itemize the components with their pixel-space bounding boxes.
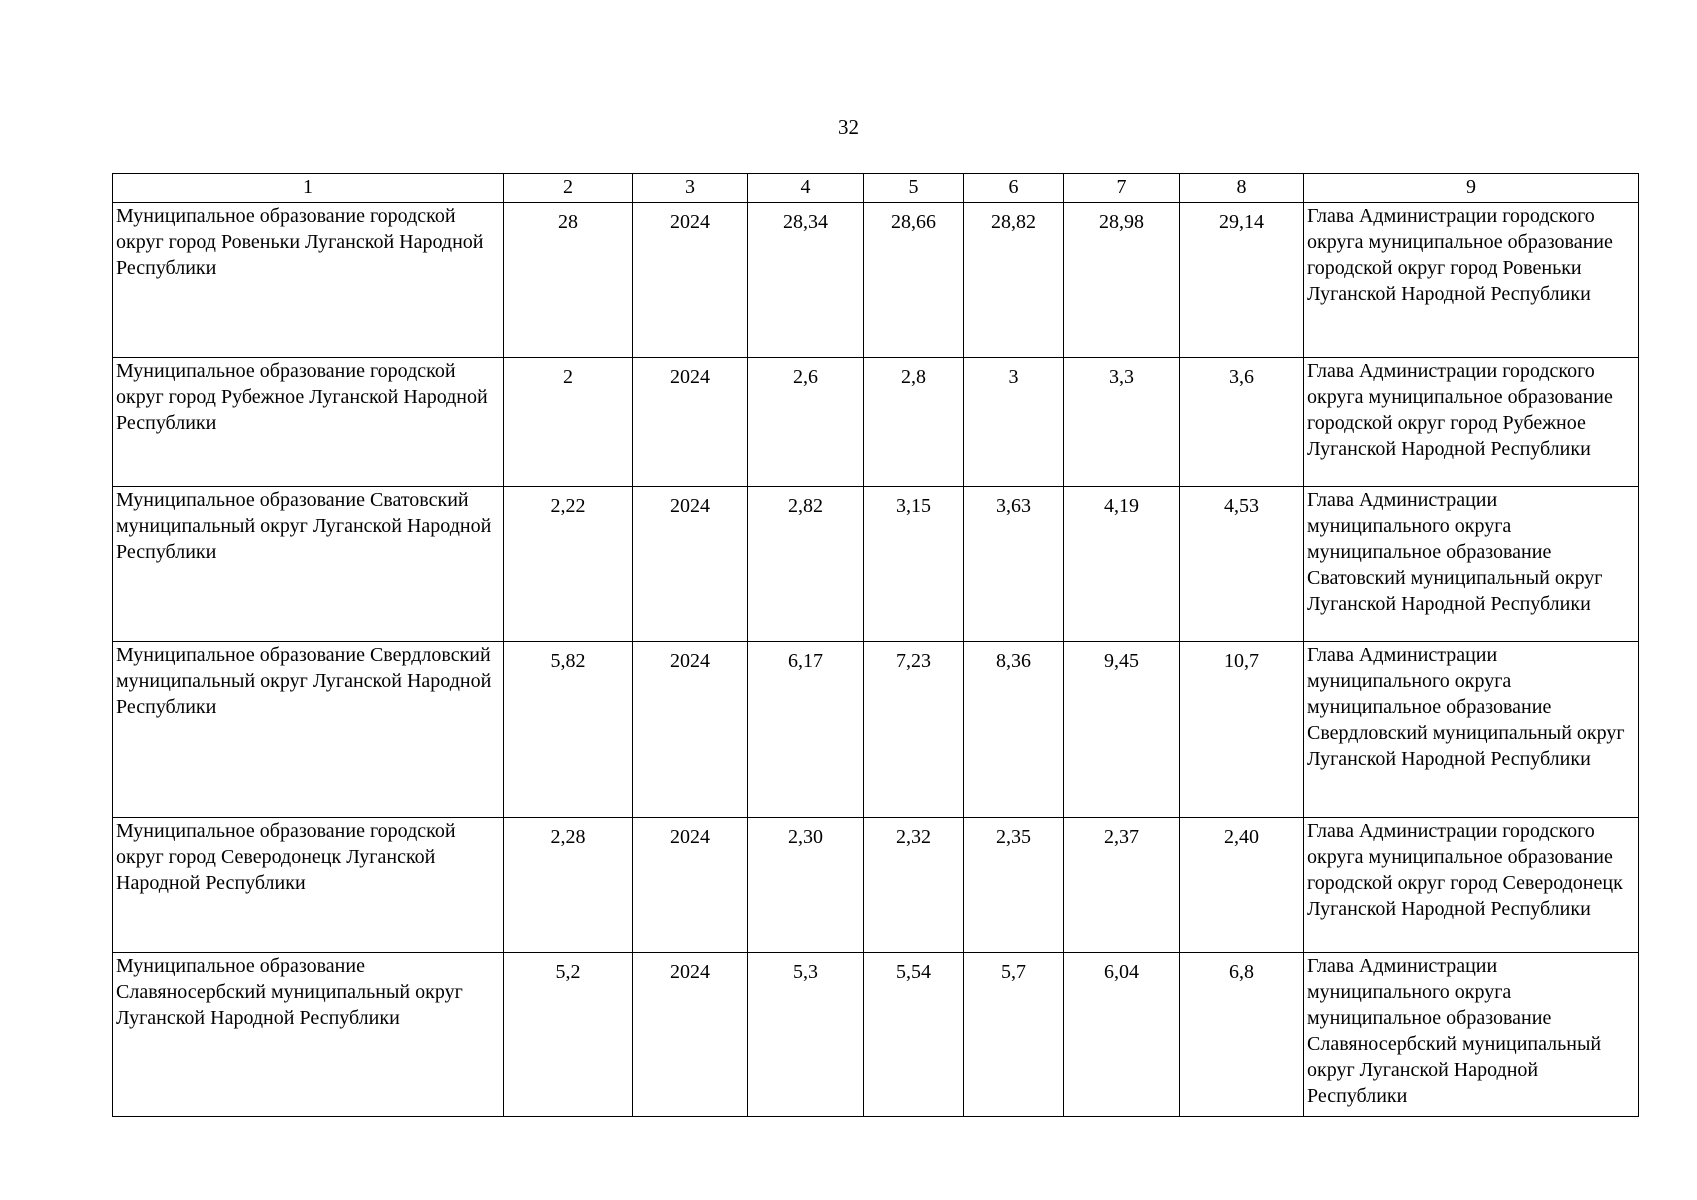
table-row — [113, 642, 1639, 818]
value-cell: 2,8 — [864, 358, 964, 487]
value-cell: 2 — [504, 358, 633, 487]
municipality-name: Муниципальное образование городской округ город Ровеньки Луганской Народной Республики — [113, 203, 504, 358]
value-cell: 2,32 — [864, 818, 964, 953]
municipality-name: Муниципальное образование Славяносербский муниципальный округ Луганской Народной Республики — [113, 953, 504, 1117]
column-header: 1 — [113, 174, 504, 203]
responsible-official: Глава Администрации муниципального округа муниципальное образование Свердловский муниципальный округ Луганской Народной Республики — [1304, 642, 1639, 818]
table-row — [113, 953, 1639, 1117]
value-cell: 6,8 — [1180, 953, 1304, 1117]
value-cell: 2,6 — [748, 358, 864, 487]
table-header-row — [113, 174, 1639, 203]
responsible-official: Глава Администрации муниципального округа муниципальное образование Сватовский муниципальный округ Луганской Народной Республики — [1304, 487, 1639, 642]
column-header: 3 — [633, 174, 748, 203]
responsible-official: Глава Администрации городского округа муниципальное образование городской округ город Северодонецк Луганской Народной Республики — [1304, 818, 1639, 953]
column-header: 9 — [1304, 174, 1639, 203]
value-cell: 10,7 — [1180, 642, 1304, 818]
value-cell: 4,53 — [1180, 487, 1304, 642]
value-cell: 3,15 — [864, 487, 964, 642]
value-cell: 2,22 — [504, 487, 633, 642]
value-cell: 3,63 — [964, 487, 1064, 642]
column-header: 2 — [504, 174, 633, 203]
value-cell: 5,7 — [964, 953, 1064, 1117]
value-cell: 6,17 — [748, 642, 864, 818]
value-cell: 28,66 — [864, 203, 964, 358]
year-cell: 2024 — [633, 487, 748, 642]
column-header: 8 — [1180, 174, 1304, 203]
value-cell: 2,35 — [964, 818, 1064, 953]
year-cell: 2024 — [633, 953, 748, 1117]
value-cell: 3 — [964, 358, 1064, 487]
value-cell: 28,98 — [1064, 203, 1180, 358]
municipality-name: Муниципальное образование Свердловский муниципальный округ Луганской Народной Республики — [113, 642, 504, 818]
column-header: 5 — [864, 174, 964, 203]
value-cell: 6,04 — [1064, 953, 1180, 1117]
page-number: 32 — [838, 115, 859, 139]
table-row — [113, 487, 1639, 642]
value-cell: 3,3 — [1064, 358, 1180, 487]
value-cell: 28 — [504, 203, 633, 358]
value-cell: 8,36 — [964, 642, 1064, 818]
value-cell: 5,54 — [864, 953, 964, 1117]
value-cell: 29,14 — [1180, 203, 1304, 358]
column-header: 7 — [1064, 174, 1180, 203]
year-cell: 2024 — [633, 818, 748, 953]
value-cell: 5,3 — [748, 953, 864, 1117]
value-cell: 9,45 — [1064, 642, 1180, 818]
value-cell: 5,82 — [504, 642, 633, 818]
responsible-official: Глава Администрации муниципального округа муниципальное образование Славяносербский муниципальный округ Луганской Народной Республики — [1304, 953, 1639, 1117]
year-cell: 2024 — [633, 203, 748, 358]
column-header: 6 — [964, 174, 1064, 203]
year-cell: 2024 — [633, 358, 748, 487]
value-cell: 28,34 — [748, 203, 864, 358]
value-cell: 2,82 — [748, 487, 864, 642]
column-header: 4 — [748, 174, 864, 203]
year-cell: 2024 — [633, 642, 748, 818]
value-cell: 2,30 — [748, 818, 864, 953]
value-cell: 4,19 — [1064, 487, 1180, 642]
responsible-official: Глава Администрации городского округа муниципальное образование городской округ город Рубежное Луганской Народной Республики — [1304, 358, 1639, 487]
value-cell: 2,40 — [1180, 818, 1304, 953]
value-cell: 2,37 — [1064, 818, 1180, 953]
value-cell: 3,6 — [1180, 358, 1304, 487]
value-cell: 5,2 — [504, 953, 633, 1117]
data-table — [112, 173, 1639, 1117]
table-row — [113, 203, 1639, 358]
municipality-name: Муниципальное образование Сватовский муниципальный округ Луганской Народной Республики — [113, 487, 504, 642]
table-row — [113, 818, 1639, 953]
value-cell: 28,82 — [964, 203, 1064, 358]
value-cell: 7,23 — [864, 642, 964, 818]
responsible-official: Глава Администрации городского округа муниципальное образование городской округ город Ровеньки Луганской Народной Республики — [1304, 203, 1639, 358]
table-row — [113, 358, 1639, 487]
municipality-name: Муниципальное образование городской округ город Северодонецк Луганской Народной Республики — [113, 818, 504, 953]
value-cell: 2,28 — [504, 818, 633, 953]
municipality-name: Муниципальное образование городской округ город Рубежное Луганской Народной Республики — [113, 358, 504, 487]
